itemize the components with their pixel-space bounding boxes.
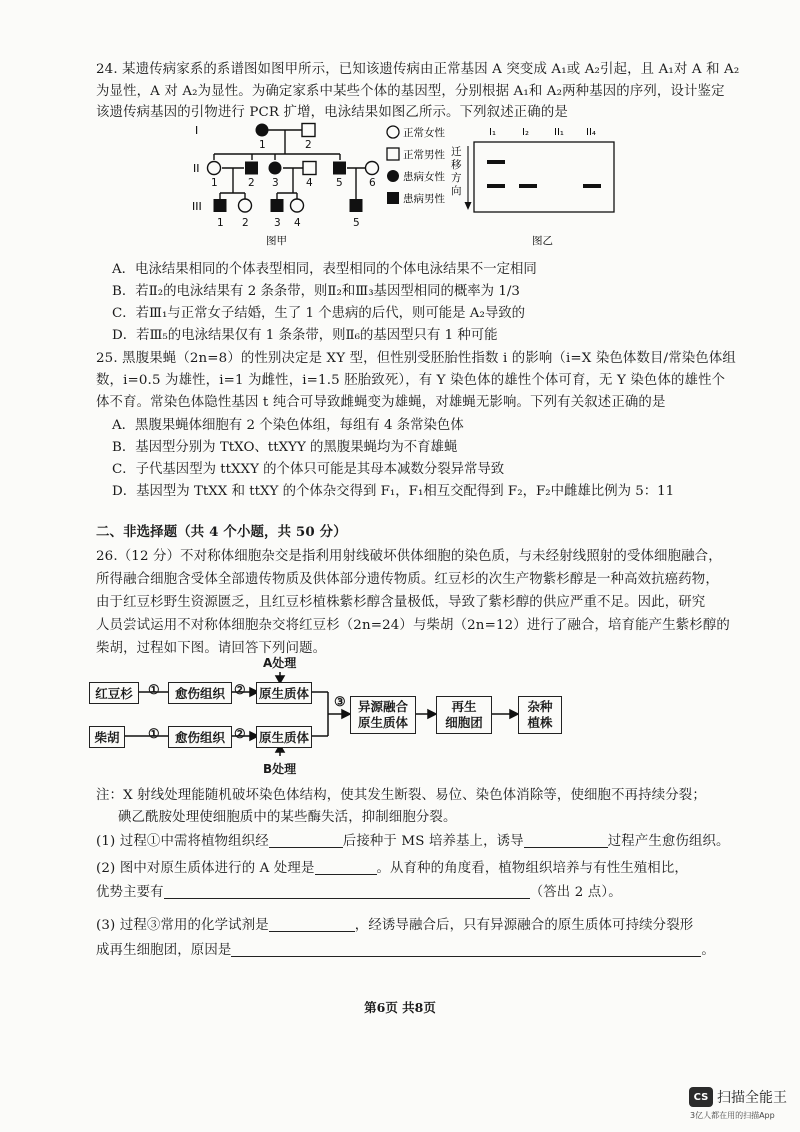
q26-part3-cont — [96, 939, 715, 958]
pedigree-num: 3 — [274, 217, 281, 229]
q26-part1 — [96, 830, 730, 849]
camscanner-logo: CS — [689, 1087, 713, 1107]
q25-option-d: D．基因型为 TtXX 和 ttXY 的个体杂交得到 F₁，F₁相互交配得到 F₂，F₂中雌雄比例为 5：11 — [112, 484, 675, 499]
answer-blank[interactable] — [269, 833, 343, 848]
hybrid-line1: 杂种 — [527, 699, 553, 714]
q26-stem-line5: 柴胡，过程如下图。请回答下列问题。 — [96, 641, 327, 656]
q25-stem-line2: 数，i=0.5 为雄性，i=1 为雌性，i=1.5 胚胎致死），有 Y 染色体的雄性个体可育，无 Y 染色体的雄性个 — [96, 373, 726, 388]
q26-part2 — [96, 857, 688, 876]
q26-stem-line4: 人员尝试运用不对称体细胞杂交将红豆杉（2n=24）与柴胡（2n=12）进行了融合，培育能产生紫杉醇的 — [96, 618, 730, 633]
pedigree-num: 5 — [336, 177, 343, 189]
pedigree-figure — [190, 118, 460, 248]
q26-stem-line1: 26.（12 分）不对称体细胞杂交是指利用射线破坏供体细胞的染色质，与未经射线照射的受体细胞融合， — [96, 549, 722, 564]
pedigree-III1-affected-male — [214, 199, 227, 212]
q26-note-line1: 注：X 射线处理能随机破坏染色体结构，使其发生断裂、易位、染色体消除等，使细胞不再持续分裂； — [96, 788, 706, 803]
pedigree-num: 1 — [217, 217, 224, 229]
legend-normal-male-label: 正常男性 — [403, 149, 445, 161]
q25-stem-line3: 体不育。常染色体隐性基因 t 纯合可导致雌蝇变为雄蝇，对雄蝇无影响。下列有关叙述正确的是 — [96, 395, 666, 410]
legend-affected-male-symbol — [387, 192, 399, 204]
hybrid-line2: 植株 — [527, 715, 553, 730]
q26-stem-line3: 由于红豆杉野生资源匮乏，且红豆杉植株紫杉醇含量极低，导致了紫杉醇的供应严重不足。因此，研究 — [96, 595, 706, 610]
q26-stem-line2: 所得融合细胞含受体全部遗传物质及供体部分遗传物质。红豆杉的次生产物紫杉醇是一种高效抗癌药物， — [96, 572, 719, 587]
gel-lane-label: II₄ — [586, 127, 596, 138]
pedigree-num: 1 — [259, 139, 266, 151]
gel-lane-label: II₁ — [554, 127, 564, 138]
hetero-fusion-line2: 原生质体 — [357, 715, 408, 730]
pedigree-num: 2 — [242, 217, 249, 229]
protoplast-box-bottom: 原生质体 — [256, 726, 312, 748]
section-2-heading: 二、非选择题（共 4 个小题，共 50 分） — [96, 524, 347, 540]
legend-normal-male-symbol — [387, 148, 399, 160]
gel-band-II4-lower — [583, 184, 601, 188]
gel-migrate-char: 迁 — [451, 146, 462, 158]
step-3-marker: ③ — [334, 695, 346, 710]
pedigree-II6-normal-female — [366, 162, 379, 175]
callus-box-bottom: 愈伤组织 — [168, 726, 232, 748]
gel-band-I2-lower — [519, 184, 537, 188]
figure-b-caption: 图乙 — [532, 235, 553, 247]
legend-affected-female-symbol — [387, 170, 399, 182]
q24-option-b: B．若Ⅱ₂的电泳结果有 2 条条带，则Ⅱ₂和Ⅲ₃基因型相同的概率为 1/3 — [112, 284, 520, 299]
q24-stem-line2: 为显性，A 对 A₂为显性。为确定家系中某些个体的基因型，分别根据 A₁和 A₂两种基因的序列，设计鉴定 — [96, 84, 725, 99]
q24-option-c: C．若Ⅲ₁与正常女子结婚，生了 1 个患病的后代，则可能是 A₂导致的 — [112, 306, 526, 321]
pedigree-num: 5 — [353, 217, 360, 229]
protoplast-box-top: 原生质体 — [256, 682, 312, 704]
pedigree-num: 4 — [294, 217, 301, 229]
gel-arrow-head — [465, 202, 472, 210]
pedigree-gen1-label: I — [195, 124, 199, 137]
pedigree-gen3-label: III — [192, 200, 202, 213]
callus-box-top: 愈伤组织 — [168, 682, 232, 704]
q25-stem-line1: 25. 黑腹果蝇（2n=8）的性别决定是 XY 型，但性别受胚胎性指数 i 的影响（i=X 染色体数目/常染色体组 — [96, 351, 736, 366]
gel-frame — [474, 142, 614, 212]
page-number: 第6页 共8页 — [364, 1000, 436, 1015]
regen-line2: 细胞团 — [445, 715, 483, 730]
pedigree-III2-normal-female — [239, 199, 252, 212]
step-2-marker: ② — [234, 727, 246, 742]
step-1-marker: ① — [148, 727, 160, 742]
answer-blank[interactable] — [164, 884, 530, 899]
q26-part3-b: ，经诱导融合后，只有异源融合的原生质体可持续分裂形 — [354, 918, 694, 933]
regenerated-cell-mass-box — [436, 696, 492, 734]
answer-blank[interactable] — [315, 860, 377, 875]
pedigree-I1-affected-female — [256, 124, 269, 137]
pedigree-num: 3 — [272, 177, 279, 189]
answer-blank[interactable] — [524, 833, 608, 848]
pedigree-II4-normal-male — [303, 162, 316, 175]
pedigree-III3-affected-male — [271, 199, 284, 212]
q26-part1-c: 过程产生愈伤组织。 — [607, 834, 730, 849]
legend-normal-female-label: 正常女性 — [403, 127, 445, 139]
answer-blank[interactable] — [269, 917, 355, 932]
pedigree-I2-normal-male — [302, 124, 315, 137]
q26-part3-d: 。 — [701, 943, 715, 958]
gel-band-I1-lower — [487, 184, 505, 188]
pedigree-num: 4 — [306, 177, 313, 189]
gel-lane-label: I₂ — [522, 127, 529, 138]
q26-part2-c: 优势主要有 — [96, 885, 164, 900]
pedigree-II1-normal-female — [208, 162, 221, 175]
pedigree-gen2-label: II — [193, 162, 200, 175]
legend-normal-female-symbol — [387, 126, 399, 138]
regen-line1: 再生 — [451, 699, 477, 714]
camscanner-tagline: 3亿人都在用的扫描App — [690, 1111, 775, 1120]
camscanner-name: 扫描全能王 — [717, 1090, 787, 1106]
q26-part3 — [96, 914, 693, 933]
hetero-fusion-line1: 异源融合 — [357, 699, 408, 714]
pedigree-III4-normal-female — [291, 199, 304, 212]
hetero-fusion-box — [350, 696, 416, 734]
pedigree-num: 2 — [248, 177, 255, 189]
q25-option-a: A．黑腹果蝇体细胞有 2 个染色体组，每组有 4 条常染色体 — [112, 418, 464, 433]
pedigree-num: 1 — [211, 177, 218, 189]
gel-migrate-char: 移 — [451, 159, 462, 171]
pedigree-II3-affected-female — [269, 162, 282, 175]
q26-part3-a: (3) 过程③常用的化学试剂是 — [96, 918, 269, 933]
q24-stem-line1: 24. 某遗传病家系的系谱图如图甲所示，已知该遗传病由正常基因 A 突变成 A₁或 A₂引起，且 A₁对 A 和 A₂ — [96, 62, 740, 77]
pedigree-II2-affected-male — [245, 162, 258, 175]
q24-stem-line3: 该遗传病基因的引物进行 PCR 扩增，电泳结果如图乙所示。下列叙述正确的是 — [96, 105, 568, 120]
q25-option-c: C．子代基因型为 ttXXY 的个体只可能是其母本减数分裂异常导致 — [112, 462, 505, 477]
q26-part2-a: (2) 图中对原生质体进行的 A 处理是 — [96, 861, 315, 876]
gel-migrate-char: 方 — [451, 172, 462, 184]
q26-note-line2: 碘乙酰胺处理使细胞质中的某些酶失活，抑制细胞分裂。 — [118, 810, 457, 825]
gel-band-I1-upper — [487, 160, 505, 164]
q26-part2-d: （答出 2 点）。 — [529, 885, 622, 900]
q26-part1-a: (1) 过程①中需将植物组织经 — [96, 834, 269, 849]
taxus-box: 红豆杉 — [89, 682, 139, 704]
q26-part2-b: 。从育种的角度看，植物组织培养与有性生殖相比， — [376, 861, 688, 876]
pedigree-II5-affected-male — [333, 162, 346, 175]
step-2-marker: ② — [234, 683, 246, 698]
b-treatment-label: B处理 — [263, 762, 297, 776]
q25-option-b: B．基因型分别为 TtXO、ttXYY 的黑腹果蝇均为不育雄蝇 — [112, 440, 458, 455]
legend-affected-male-label: 患病男性 — [403, 193, 445, 205]
q26-part2-cont — [96, 881, 622, 900]
pedigree-num: 2 — [305, 139, 312, 151]
gel-figure — [446, 122, 626, 248]
pedigree-num: 6 — [369, 177, 376, 189]
step-1-marker: ① — [148, 683, 160, 698]
gel-lane-label: I₁ — [489, 127, 496, 138]
q26-part1-b: 后接种于 MS 培养基上，诱导 — [342, 834, 524, 849]
a-treatment-label: A处理 — [263, 656, 297, 670]
q24-option-d: D．若Ⅲ₅的电泳结果仅有 1 条条带，则Ⅱ₆的基因型只有 1 种可能 — [112, 328, 498, 343]
bupleurum-box: 柴胡 — [89, 726, 125, 748]
figure-a-caption: 图甲 — [266, 235, 287, 247]
pedigree-III5-affected-male — [350, 199, 363, 212]
answer-blank[interactable] — [231, 942, 701, 957]
hybrid-plant-box — [518, 696, 562, 734]
legend-affected-female-label: 患病女性 — [403, 171, 445, 183]
q24-option-a: A．电泳结果相同的个体表型相同，表型相同的个体电泳结果不一定相同 — [112, 262, 537, 277]
gel-migrate-char: 向 — [451, 185, 462, 197]
q26-part3-c: 成再生细胞团，原因是 — [96, 943, 232, 958]
